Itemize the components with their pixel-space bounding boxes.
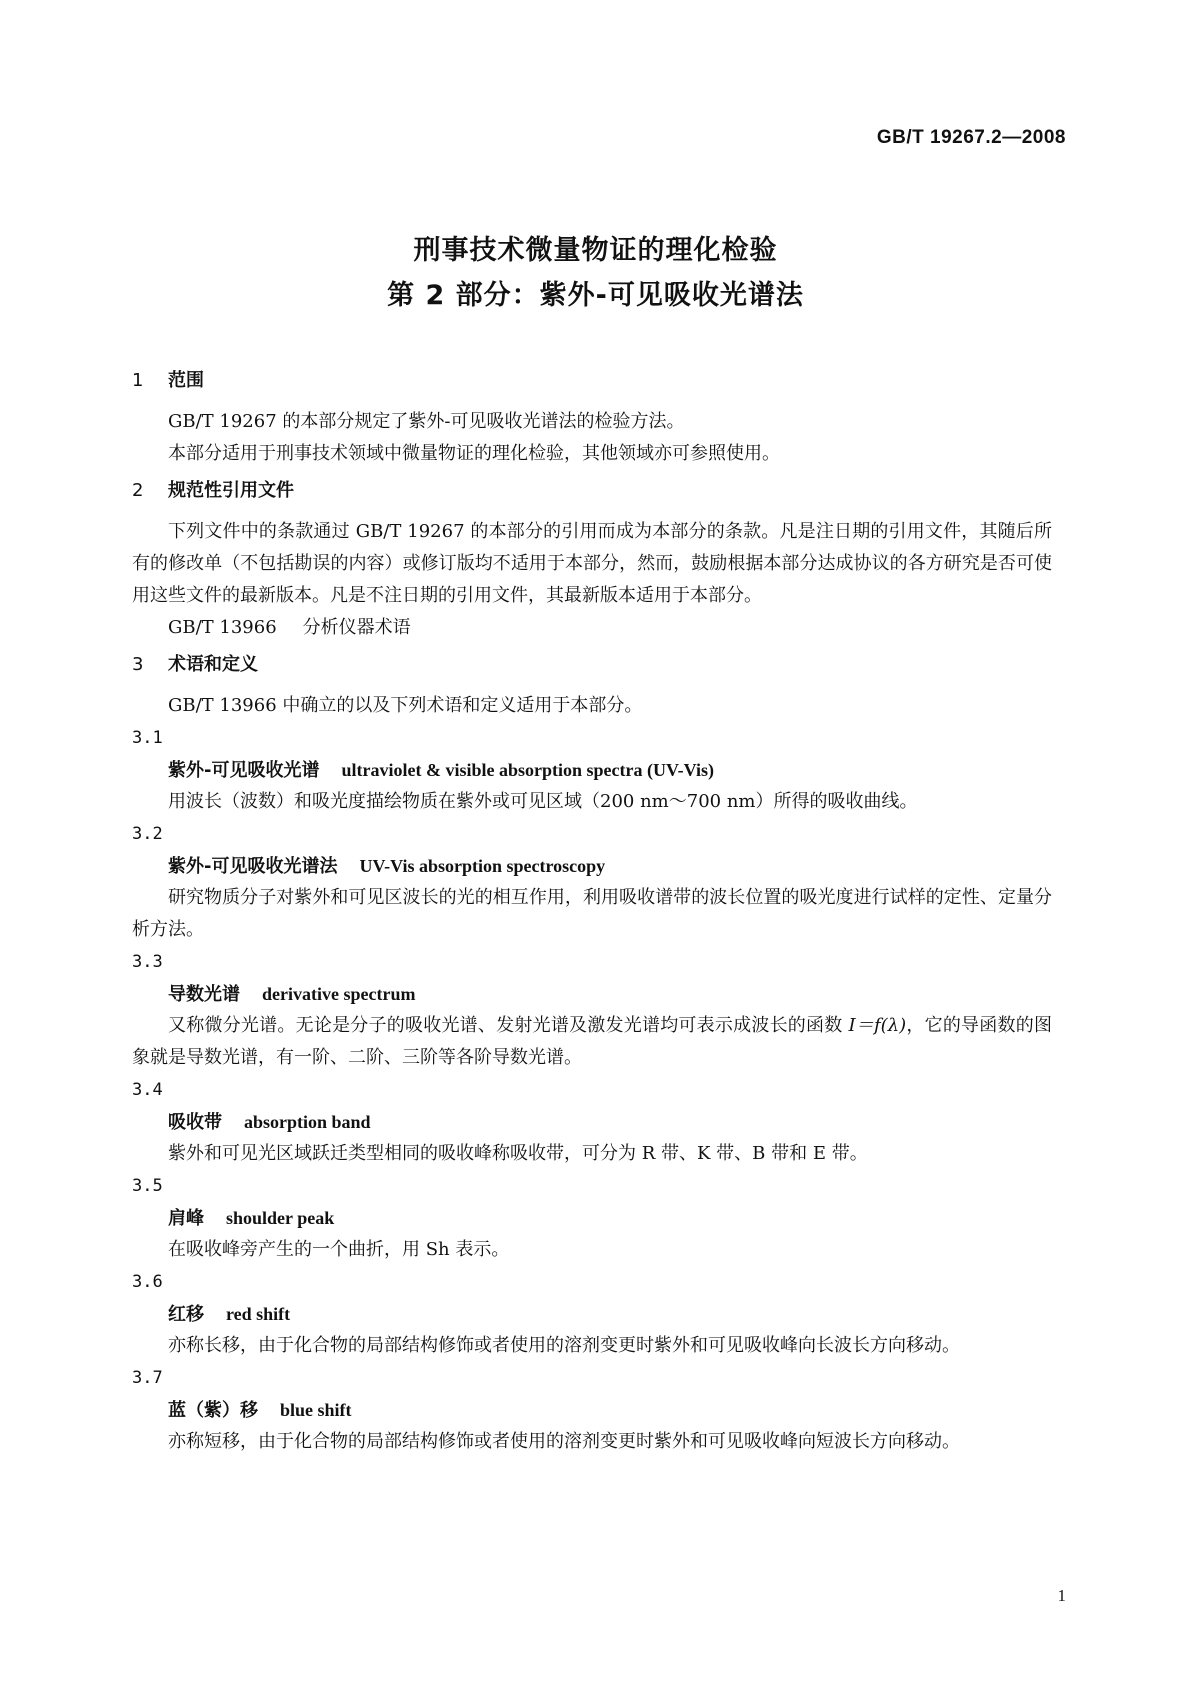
term-entry bbox=[132, 1298, 1052, 1330]
term-entry bbox=[132, 978, 1052, 1010]
reference-title: 分析仪器术语 bbox=[302, 617, 411, 638]
section-title: 术语和定义 bbox=[168, 654, 258, 675]
section-number: 2 bbox=[132, 480, 144, 501]
term-english: red shift bbox=[226, 1304, 291, 1324]
page-number: 1 bbox=[1057, 1586, 1066, 1605]
term-definition bbox=[132, 1010, 1052, 1074]
term-definition: 用波长（波数）和吸光度描绘物质在紫外或可见区域（200 nm～700 nm）所得的吸收曲线。 bbox=[168, 791, 918, 812]
document-title: 刑事技术微量物证的理化检验 bbox=[413, 235, 778, 266]
term-chinese: 肩峰 bbox=[168, 1208, 204, 1229]
reference-entry bbox=[132, 612, 1052, 644]
term-chinese: 红移 bbox=[168, 1304, 204, 1325]
term-entry bbox=[132, 1106, 1052, 1138]
paragraph: 下列文件中的条款通过 GB/T 19267 的本部分的引用而成为本部分的条款。凡是注日期的引用文件，其随后所有的修改单（不包括勘误的内容）或修订版均不适用于本部分，然而，鼓励根据本部分达成协议的各方研究是否可使用这些文件的最新版本。凡是不注日期的引用文件，其最新版本适用于本部分。 bbox=[132, 521, 1052, 606]
term-number: 3.3 bbox=[132, 952, 163, 972]
term-entry bbox=[132, 1394, 1052, 1426]
term-chinese: 蓝（紫）移 bbox=[168, 1400, 258, 1421]
term-entry bbox=[132, 850, 1052, 882]
term-number: 3.1 bbox=[132, 728, 163, 748]
term-entry bbox=[132, 754, 1052, 786]
term-english: blue shift bbox=[280, 1400, 352, 1420]
section-heading-normative-references bbox=[132, 474, 1052, 508]
section-number: 1 bbox=[132, 370, 144, 391]
term-english: UV-Vis absorption spectroscopy bbox=[359, 856, 606, 876]
term-number: 3.5 bbox=[132, 1176, 163, 1196]
section-heading-scope bbox=[132, 364, 1052, 398]
term-definition: 紫外和可见光区域跃迁类型相同的吸收峰称吸收带，可分为 R 带、K 带、B 带和 E 带。 bbox=[168, 1143, 868, 1164]
formula: I＝f(λ) bbox=[848, 1015, 907, 1036]
definition-text: ，它的导函数的图象就是导数光谱，有一阶、二阶、三阶等各阶导数光谱。 bbox=[132, 1015, 1052, 1068]
term-definition: 在吸收峰旁产生的一个曲折，用 Sh 表示。 bbox=[168, 1239, 510, 1260]
reference-code: GB/T 13966 bbox=[168, 617, 277, 638]
section-title: 范围 bbox=[168, 370, 204, 391]
section-title: 规范性引用文件 bbox=[168, 480, 294, 501]
paragraph: GB/T 13966 中确立的以及下列术语和定义适用于本部分。 bbox=[168, 695, 643, 716]
term-definition: 亦称短移，由于化合物的局部结构修饰或者使用的溶剂变更时紫外和可见吸收峰向短波长方向移动。 bbox=[168, 1431, 960, 1452]
section-heading-terms-definitions bbox=[132, 648, 1052, 682]
document-body bbox=[132, 360, 1052, 1458]
paragraph: GB/T 19267 的本部分规定了紫外-可见吸收光谱法的检验方法。 bbox=[168, 411, 685, 432]
term-number: 3.7 bbox=[132, 1368, 163, 1388]
term-english: absorption band bbox=[244, 1112, 371, 1132]
term-definition: 研究物质分子对紫外和可见区波长的光的相互作用，利用吸收谱带的波长位置的吸光度进行试样的定性、定量分析方法。 bbox=[132, 887, 1052, 940]
term-english: shoulder peak bbox=[226, 1208, 335, 1228]
term-english: ultraviolet & visible absorption spectra (UV-Vis) bbox=[341, 760, 714, 780]
term-number: 3.2 bbox=[132, 824, 163, 844]
section-number: 3 bbox=[132, 654, 144, 675]
term-chinese: 吸收带 bbox=[168, 1112, 222, 1133]
term-definition: 亦称长移，由于化合物的局部结构修饰或者使用的溶剂变更时紫外和可见吸收峰向长波长方向移动。 bbox=[168, 1335, 960, 1356]
term-english: derivative spectrum bbox=[262, 984, 416, 1004]
paragraph: 本部分适用于刑事技术领域中微量物证的理化检验，其他领域亦可参照使用。 bbox=[168, 443, 780, 464]
term-chinese: 紫外-可见吸收光谱 bbox=[168, 760, 320, 781]
term-number: 3.4 bbox=[132, 1080, 163, 1100]
term-number: 3.6 bbox=[132, 1272, 163, 1292]
definition-text: 又称微分光谱。无论是分子的吸收光谱、发射光谱及激发光谱均可表示成波长的函数 bbox=[168, 1015, 843, 1036]
term-chinese: 导数光谱 bbox=[168, 984, 240, 1005]
term-entry bbox=[132, 1202, 1052, 1234]
term-chinese: 紫外-可见吸收光谱法 bbox=[168, 856, 338, 877]
document-subtitle: 第 2 部分：紫外-可见吸收光谱法 bbox=[387, 280, 804, 311]
standard-number: GB/T 19267.2—2008 bbox=[876, 127, 1066, 148]
